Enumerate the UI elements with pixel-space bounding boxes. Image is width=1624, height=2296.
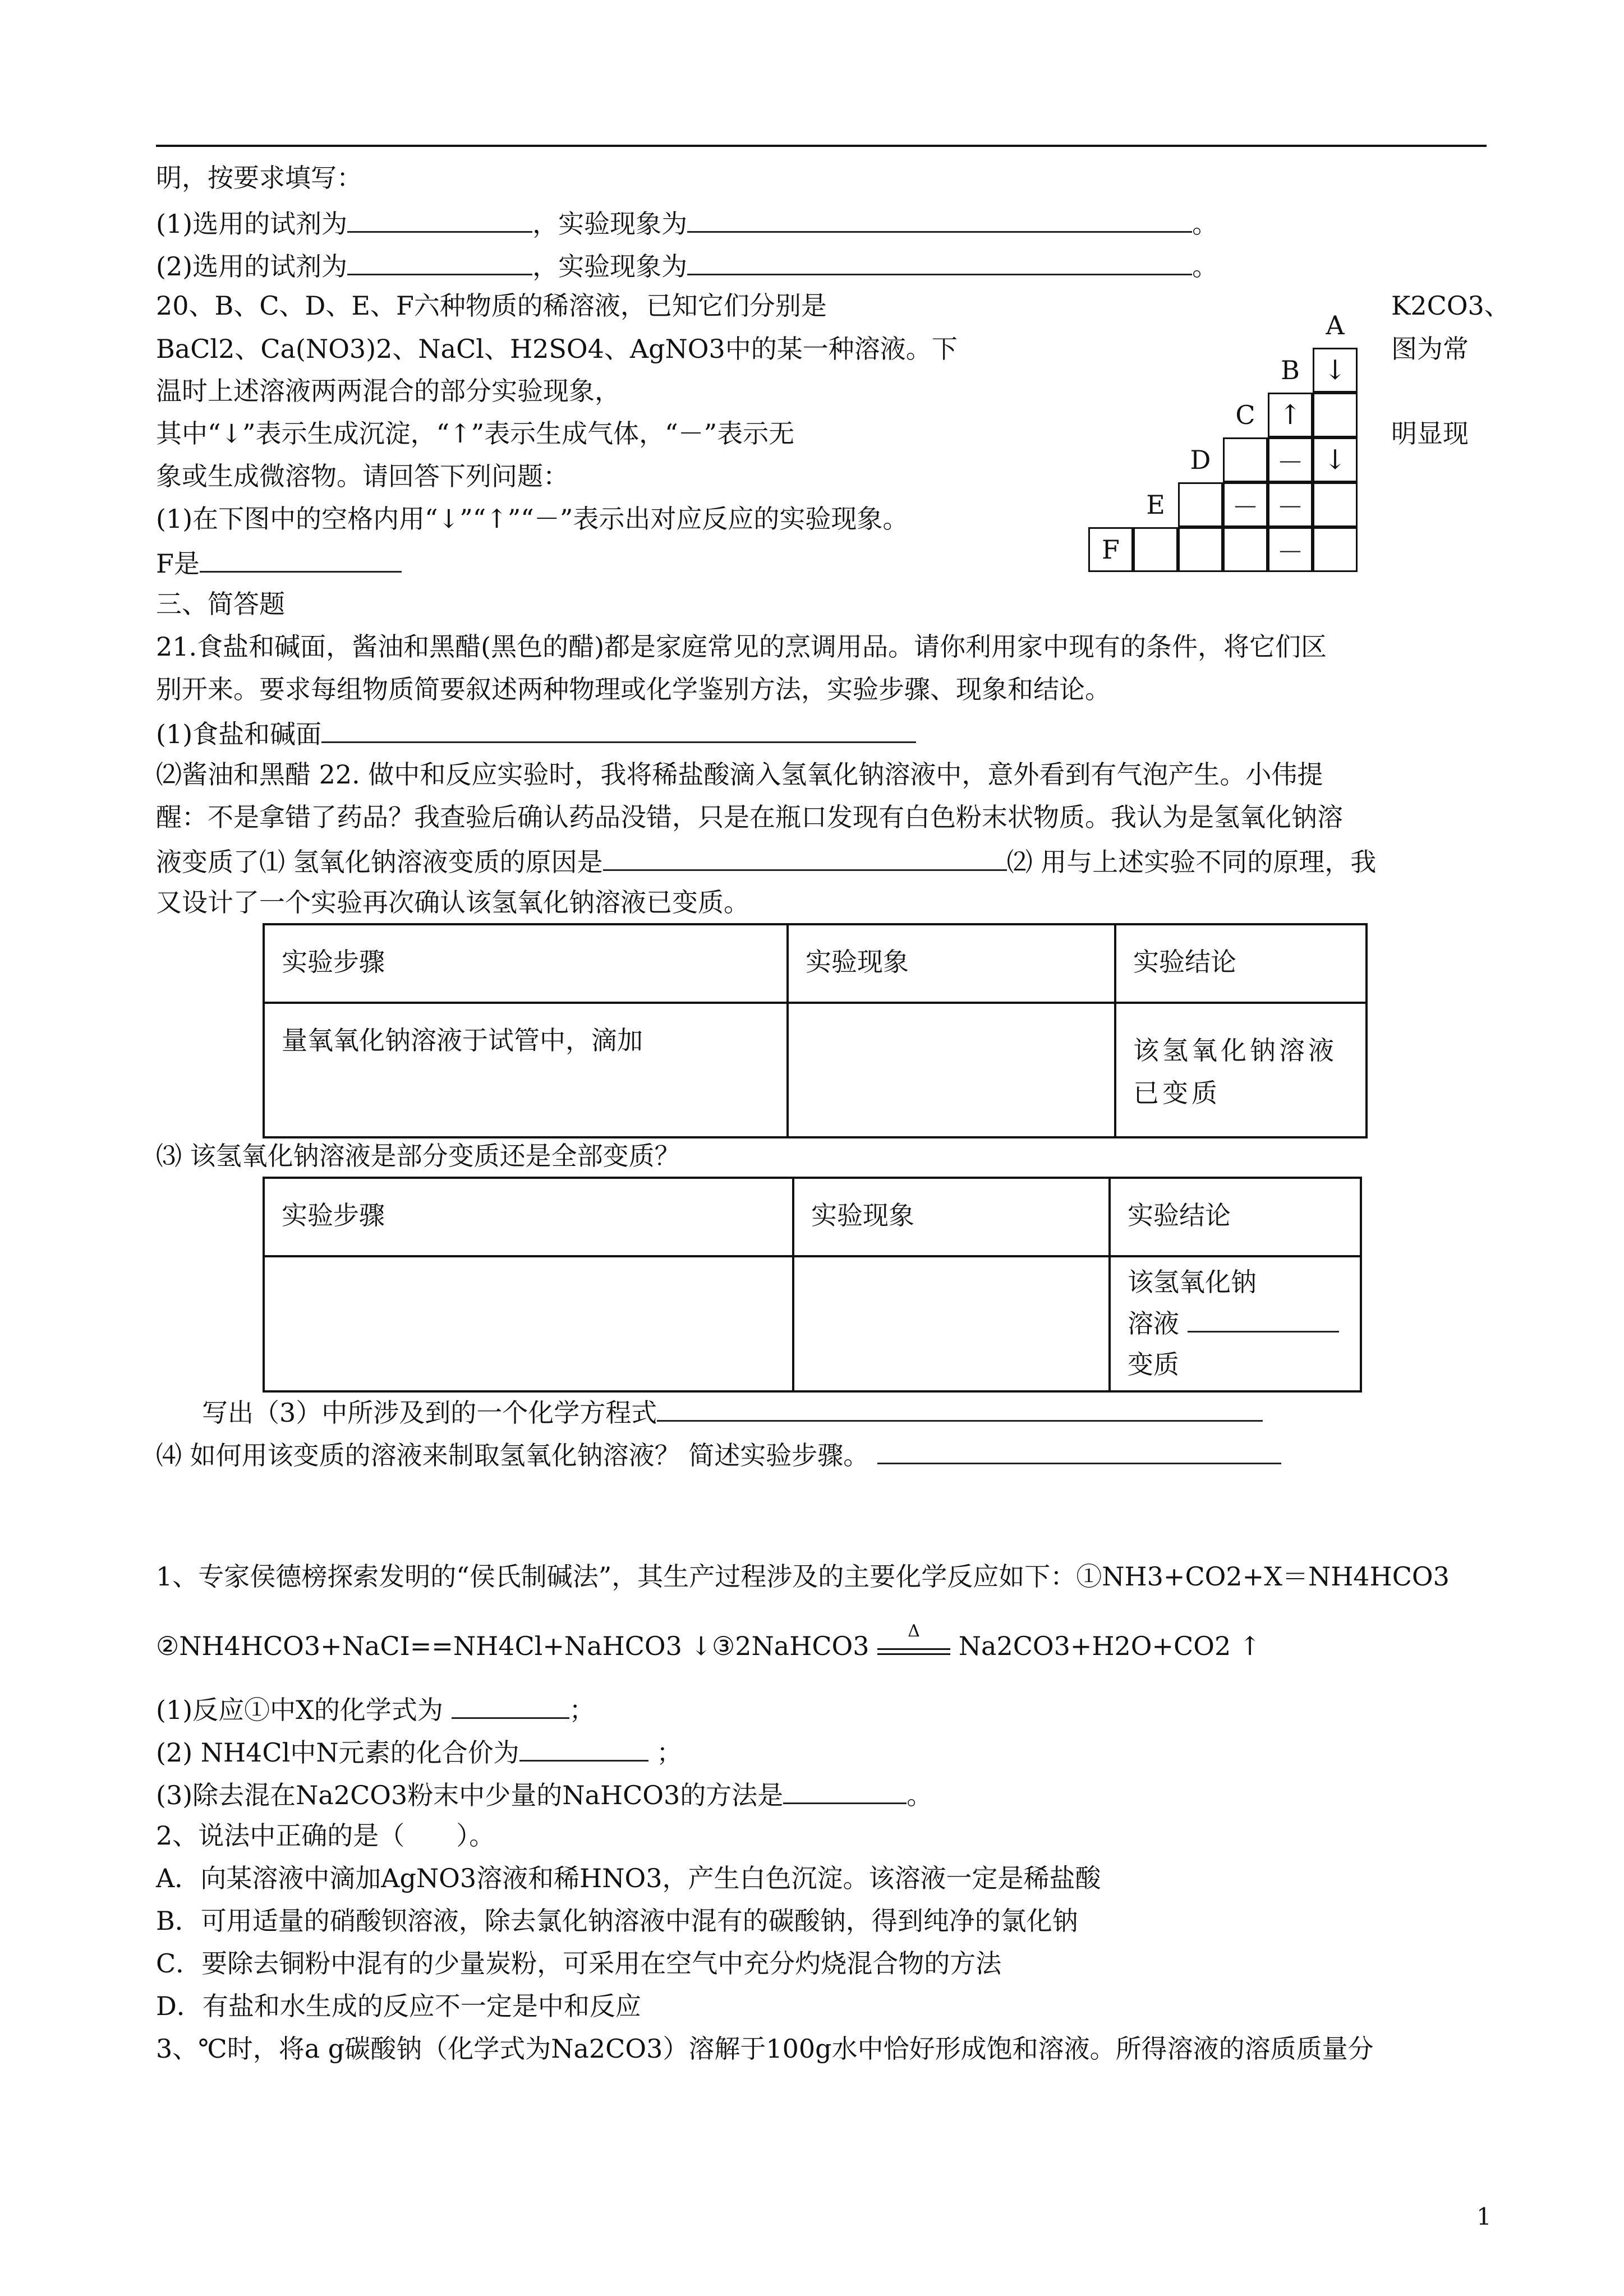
table-header: 实验现象	[793, 1178, 1110, 1256]
table-cell[interactable]	[793, 1256, 1110, 1391]
text-line: (1)反应①中X的化学式为 ；	[156, 1693, 595, 1726]
grid-label-c: C	[1235, 400, 1255, 430]
grid-cell[interactable]: －	[1268, 527, 1313, 572]
table-header: 实验步骤	[264, 1178, 793, 1256]
grid-cell[interactable]	[1313, 482, 1358, 527]
table-header: 实验结论	[1110, 1178, 1361, 1256]
text-line: (1)选用的试剂为 ，实验现象为 。	[156, 206, 1218, 239]
table-cell[interactable]: 该氢氧化钠溶液 已变质	[1115, 1003, 1367, 1137]
table-header: 实验现象	[788, 924, 1115, 1003]
answer-blank[interactable]	[603, 845, 1007, 871]
grid-cell[interactable]: ↓	[1313, 437, 1358, 482]
question-22: ⑵酱油和黑醋 22. 做中和反应实验时，我将稀盐酸滴入氢氧化钠溶液中，意外看到有气泡产生。小伟提	[156, 759, 1323, 790]
grid-cell[interactable]: －	[1223, 482, 1268, 527]
answer-blank[interactable]	[687, 249, 1192, 275]
text-line: 又设计了一个实验再次确认该氢氧化钠溶液已变质。	[156, 887, 749, 918]
answer-blank[interactable]	[1188, 1308, 1339, 1333]
grid-label-f: F	[1088, 527, 1133, 572]
header-rule	[156, 145, 1487, 147]
text-line: 图为常	[1391, 334, 1469, 364]
option-a: A．向某溶液中滴加AgNO3溶液和稀HNO3，产生白色沉淀。该溶液一定是稀盐酸	[156, 1863, 1101, 1893]
text-line: F是	[156, 546, 402, 579]
heat-symbol: Δ	[908, 1621, 920, 1641]
text-line: 别开来。要求每组物质简要叙述两种物理或化学鉴别方法，实验步骤、现象和结论。	[156, 674, 1111, 704]
table-cell[interactable]	[788, 1003, 1115, 1137]
grid-cell[interactable]: ↓	[1313, 348, 1358, 393]
grid-cell[interactable]: ↑	[1268, 393, 1313, 437]
text-line: (3)除去混在Na2CO3粉末中少量的NaHCO3的方法是 。	[156, 1778, 932, 1811]
answer-blank[interactable]	[347, 249, 532, 275]
answer-blank[interactable]	[657, 1395, 1263, 1422]
experiment-table-2	[263, 1177, 1362, 1393]
grid-cell[interactable]: －	[1268, 482, 1313, 527]
text-line: 温时上述溶液两两混合的部分实验现象，	[156, 376, 620, 406]
grid-cell[interactable]: －	[1268, 437, 1313, 482]
text-line: 明显现	[1391, 418, 1469, 449]
grid-cell[interactable]	[1178, 527, 1223, 572]
reaction-grid	[1088, 303, 1358, 572]
text-line: 写出（3）中所涉及到的一个化学方程式	[202, 1395, 1263, 1428]
table-cell[interactable]: 该氢氧化钠 溶液 变质	[1110, 1256, 1361, 1391]
answer-blank[interactable]	[200, 546, 402, 573]
question-1: 1、专家侯德榜探索发明的“侯氏制碱法”，其生产过程涉及的主要化学反应如下：①NH3+CO2+X＝NH4HCO3	[156, 1561, 1450, 1592]
grid-cell[interactable]	[1178, 482, 1223, 527]
text-line: 醒：不是拿错了药品？我查验后确认药品没错，只是在瓶口发现有白色粉末状物质。我认为是氢氧化钠溶	[156, 802, 1343, 832]
text-line: (2) NH4Cl中N元素的化合价为 ；	[156, 1735, 682, 1768]
answer-blank[interactable]	[877, 1438, 1281, 1464]
grid-label-e: E	[1146, 490, 1165, 520]
text-line: (2)选用的试剂为 ，实验现象为 。	[156, 249, 1218, 282]
table-header: 实验步骤	[264, 924, 788, 1003]
table-cell[interactable]: 量氧氧化钠溶液于试管中，滴加	[264, 1003, 788, 1137]
answer-blank[interactable]	[519, 1735, 648, 1762]
grid-label-d: D	[1190, 445, 1211, 475]
experiment-table-1	[263, 923, 1368, 1138]
equation-line: ②NH4HCO3+NaCI==NH4Cl+NaHCO3 ↓③2NaHCO3 Δ Na2CO3+H2O+CO2 ↑	[156, 1621, 1261, 1661]
option-d: D．有盐和水生成的反应不一定是中和反应	[156, 1991, 641, 2021]
question-20: 20、B、C、D、E、F六种物质的稀溶液，已知它们分别是	[156, 291, 827, 321]
text-line: (1)在下图中的空格内用“↓”“↑”“－”表示出对应反应的实验现象。	[156, 504, 909, 534]
text-line: ⑶ 该氢氧化钠溶液是部分变质还是全部变质？	[156, 1141, 680, 1171]
grid-label-b: B	[1281, 355, 1300, 385]
grid-cell[interactable]	[1133, 527, 1178, 572]
question-21: 21.食盐和碱面，酱油和黑醋(黑色的醋)都是家庭常见的烹调用品。请你利用家中现有的条件，将它们区	[156, 631, 1327, 662]
option-b: B．可用适量的硝酸钡溶液，除去氯化钠溶液中混有的碳酸钠，得到纯净的氯化钠	[156, 1906, 1078, 1936]
text-line: (1)食盐和碱面	[156, 717, 916, 750]
answer-blank[interactable]	[452, 1693, 569, 1719]
text-line: K2CO3、	[1391, 291, 1510, 321]
grid-cell[interactable]	[1223, 437, 1268, 482]
section-heading: 三、简答题	[156, 589, 285, 619]
table-header: 实验结论	[1115, 924, 1367, 1003]
text-line: ⑷ 如何用该变质的溶液来制取氢氧化钠溶液？ 简述实验步骤。	[156, 1438, 1281, 1471]
text-line: 象或生成微溶物。请回答下列问题：	[156, 461, 569, 491]
grid-cell[interactable]	[1313, 527, 1358, 572]
text-line: 液变质了⑴ 氢氧化钠溶液变质的原因是 ⑵ 用与上述实验不同的原理，我	[156, 845, 1376, 878]
answer-blank[interactable]	[347, 206, 532, 233]
question-2: 2、说法中正确的是（ ）。	[156, 1820, 495, 1851]
option-c: C．要除去铜粉中混有的少量炭粉，可采用在空气中充分灼烧混合物的方法	[156, 1948, 1002, 1979]
answer-blank[interactable]	[783, 1778, 907, 1804]
grid-label-a: A	[1326, 310, 1345, 340]
answer-blank[interactable]	[321, 717, 916, 743]
answer-blank[interactable]	[687, 206, 1192, 233]
text-line: 明，按要求填写：	[156, 163, 362, 193]
text-line: BaCl2、Ca(NO3)2、NaCl、H2SO4、AgNO3中的某一种溶液。下	[156, 334, 958, 364]
text-line: 其中“↓”表示生成沉淀，“↑”表示生成气体，“－”表示无	[156, 418, 795, 449]
table-cell[interactable]	[264, 1256, 793, 1391]
grid-cell[interactable]	[1223, 527, 1268, 572]
page-number: 1	[1476, 2203, 1492, 2230]
question-3: 3、℃时，将a g碳酸钠（化学式为Na2CO3）溶解于100g水中恰好形成饱和溶液。所得溶液的溶质质量分	[156, 2034, 1374, 2064]
grid-cell[interactable]	[1313, 393, 1358, 437]
